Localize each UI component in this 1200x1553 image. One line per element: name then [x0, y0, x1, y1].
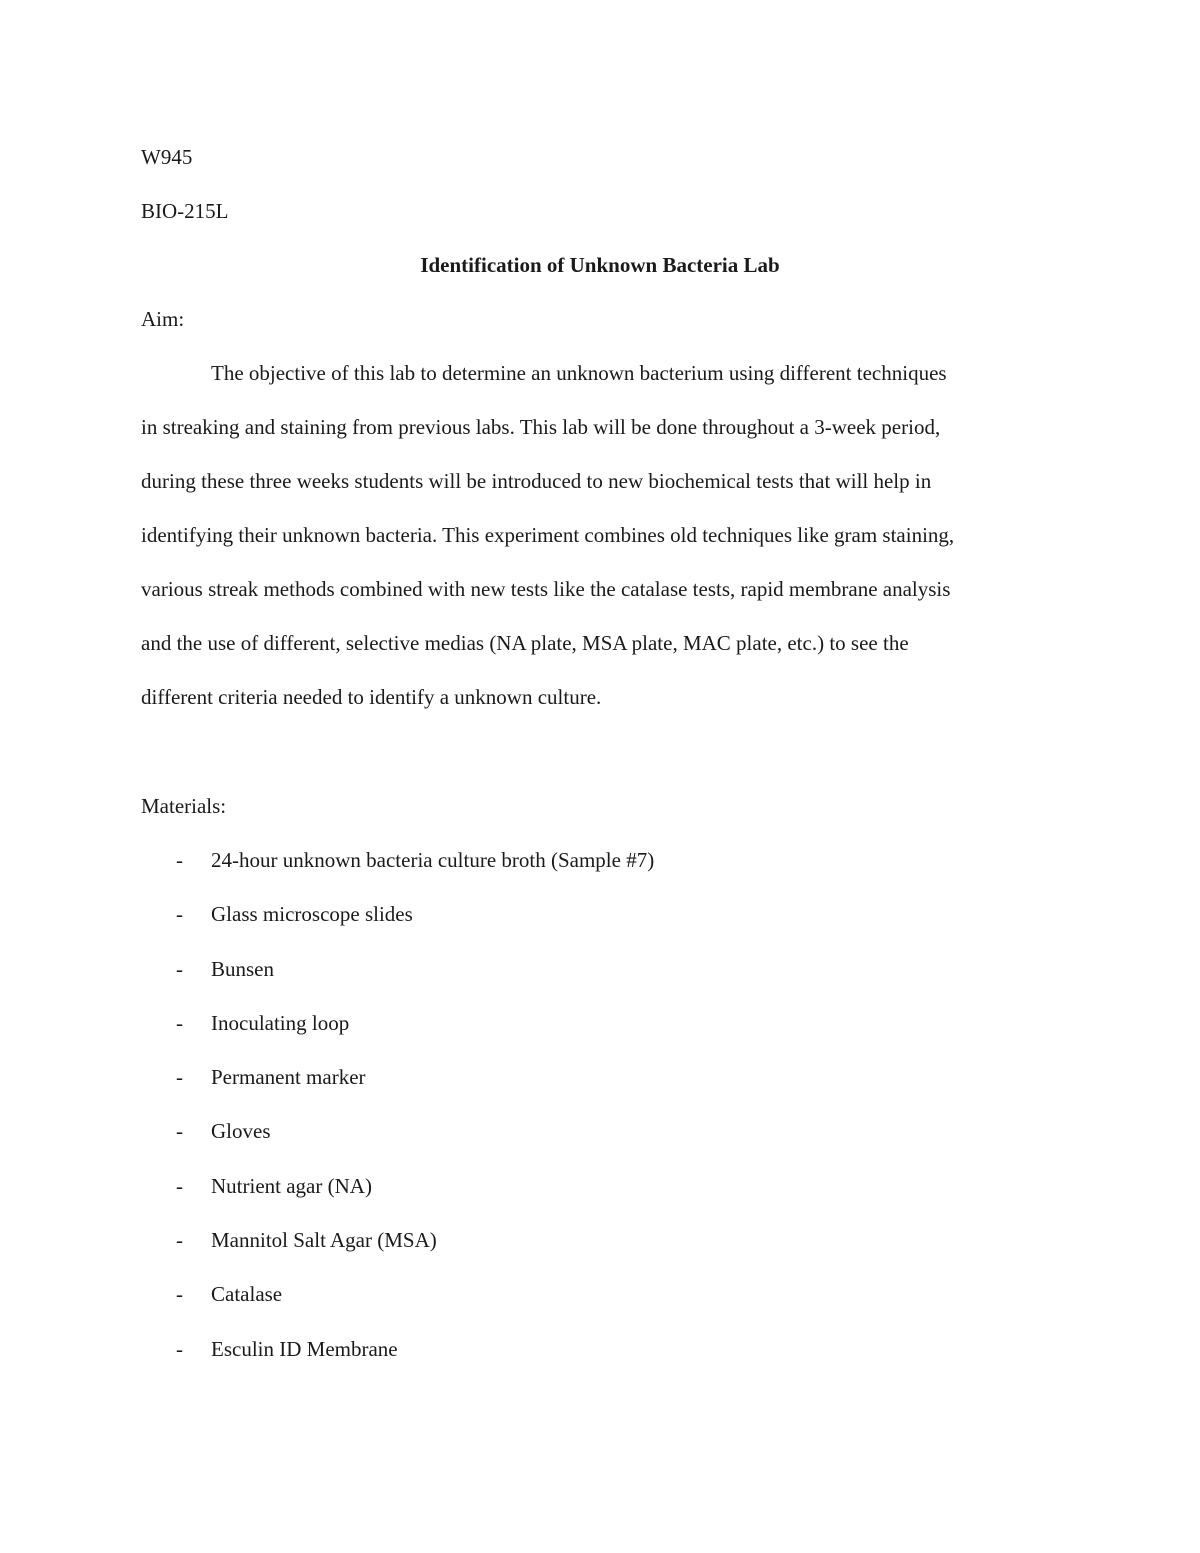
list-bullet: - [176, 1119, 183, 1144]
list-item-text: Esculin ID Membrane [211, 1336, 398, 1361]
aim-line: various streak methods combined with new tests like the catalase tests, rapid membrane analysis [141, 577, 951, 601]
list-item-text: Inoculating loop [211, 1010, 350, 1035]
list-item [0, 904, 1200, 958]
list-bullet: - [176, 848, 183, 872]
list-item-text: Nutrient agar (NA) [211, 1173, 372, 1198]
list-bullet: - [176, 1282, 183, 1307]
list-bullet: - [176, 956, 183, 981]
list-item-text: Mannitol Salt Agar (MSA) [211, 1228, 437, 1253]
list-item-text: Bunsen [211, 956, 274, 981]
list-bullet: - [176, 1173, 183, 1198]
list-item [0, 956, 1200, 1013]
list-item [0, 1173, 1200, 1230]
list-item-text: Permanent marker [211, 1065, 366, 1090]
aim-line: in streaking and staining from previous labs. This lab will be done throughout a 3-week period, [141, 415, 941, 439]
list-item-text: Catalase [211, 1282, 283, 1307]
aim-line: identifying their unknown bacteria. This experiment combines old techniques like gram staining, [141, 523, 955, 547]
aim-line: different criteria needed to identify a unknown culture. [141, 685, 602, 709]
aim-heading: Aim: [141, 307, 185, 331]
list-item-text: Glass microscope slides [211, 902, 413, 927]
list-item [0, 850, 1200, 904]
list-item [0, 1284, 1200, 1338]
aim-line: and the use of different, selective medias (NA plate, MSA plate, MAC plate, etc.) to see the [141, 631, 909, 655]
list-bullet: - [176, 1228, 183, 1253]
list-bullet: - [176, 902, 183, 927]
list-bullet: - [176, 1065, 183, 1090]
course-code: BIO-215L [141, 199, 229, 223]
list-item-text: Gloves [211, 1119, 271, 1144]
document-title: Identification of Unknown Bacteria Lab [420, 253, 780, 277]
list-item [0, 1067, 1200, 1121]
list-item [0, 1010, 1200, 1067]
list-item-text: 24-hour unknown bacteria culture broth (Sample #7) [211, 848, 655, 872]
aim-line: The objective of this lab to determine an unknown bacterium using different techniques [211, 361, 947, 385]
list-item [0, 1121, 1200, 1175]
aim-paragraph [141, 363, 1141, 741]
list-item [0, 1230, 1200, 1284]
materials-list [0, 850, 1200, 1393]
materials-heading: Materials: [141, 794, 227, 818]
student-id: W945 [141, 145, 193, 169]
list-bullet: - [176, 1010, 183, 1035]
list-item [0, 1336, 1200, 1393]
list-bullet: - [176, 1336, 183, 1361]
aim-line: during these three weeks students will be introduced to new biochemical tests that will help in [141, 469, 932, 493]
